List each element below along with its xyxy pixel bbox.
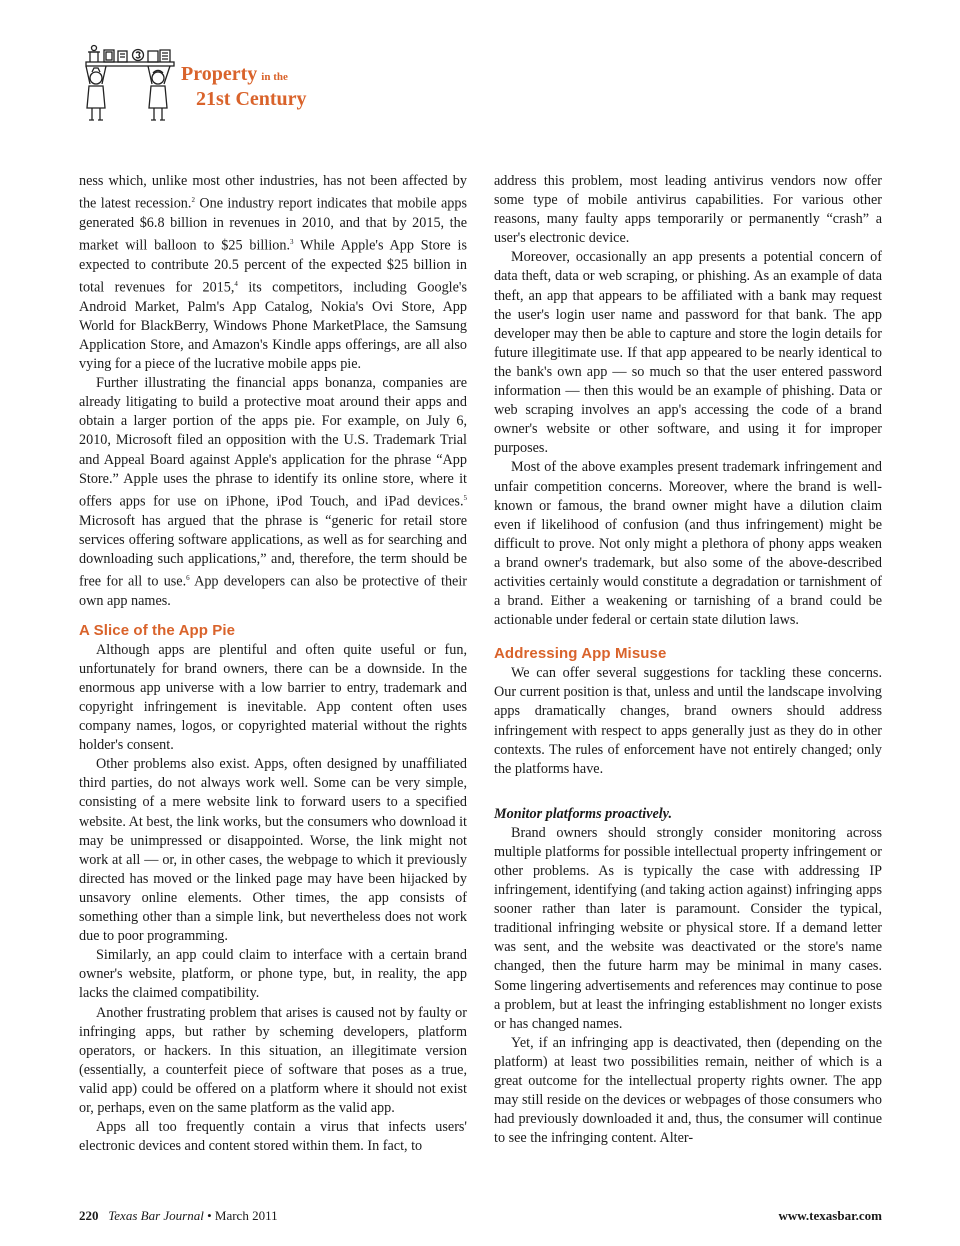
heading-addressing-app-misuse: Addressing App Misuse bbox=[494, 645, 667, 663]
left-p1-text-b: One industry report indicates that mobile apps generated $6.8 billion in revenues in 2010, and that by 2015, the market will balloon to $25 billion. bbox=[79, 195, 467, 254]
footnote-ref-4: 4 bbox=[234, 279, 238, 288]
left-paragraph-2 bbox=[79, 374, 467, 611]
masthead-word-in-the: in the bbox=[261, 71, 288, 83]
heading-slice-of-app-pie: A Slice of the App Pie bbox=[79, 621, 236, 639]
footnote-ref-5: 5 bbox=[463, 493, 467, 502]
issue-date: March 2011 bbox=[214, 1208, 278, 1223]
left-column bbox=[79, 172, 467, 1156]
right-paragraph-2: Moreover, occasionally an app presents a potential concern of data theft, data or web scraping, or phishing. As an example of data theft, an app that appears to be affiliated with a bank may request the user's login user name and password for that bank. The app developer may then be able to capture and store the login details for future illegitimate use. If that app appeared to be nearly identical to the bank's own app — so much so that the user entered password information — then this would be an example of phishing. Data or web scraping involves an app's accessing the code of a brand owner's website or other software, and using it for improper purposes. bbox=[494, 249, 882, 457]
left-p1-text-d: its competitors, including Google's Android Market, Palm's App Catalog, Nokia's Ovi Store, App World for BlackBerry, Windows Phone MarketPlace, the Samsung Application Store, and Amazon's Kindle apps offerings, are all also vying for a piece of the lucrative mobile apps pie. bbox=[79, 279, 467, 373]
footnote-ref-3: 3 bbox=[290, 238, 294, 247]
journal-name: Texas Bar Journal bbox=[108, 1208, 204, 1223]
right-paragraph-5: Brand owners should strongly consider monitoring across multiple platforms for possible intellectual property infringement or other problems. As is typically the case with addressing IP infringement, identifying (and taking action against) infringing apps sooner rather than later is paramount. Consider the typical, traditional infringing website or physical store. If a demand letter was sent, and the website was deactivated or the store's name changed, then the future harm may be minimal in many cases. Some lingering advertisements and references may continue to pose a problem, but at least the infringing establishment no longer exists or has changed names. bbox=[494, 824, 882, 1032]
left-paragraph-1 bbox=[79, 172, 467, 374]
left-p2-text: Further illustrating the financial apps bonanza, companies are already litigating to build a protective moat around their apps and obtain a larger portion of the apps pie. For example, on July 6, 2010, Microsoft filed an opposition with the U.S. Trademark Trial and Appeal Board against Apple's application for the phrase “App Store.” Apple uses the phrase to identify its online store, where it offers apps for use on iPhone, iPod Touch, and iPad devices. bbox=[79, 375, 467, 510]
footer-bullet: • bbox=[207, 1208, 212, 1223]
footnote-ref-6: 6 bbox=[186, 573, 190, 582]
left-p1-text: ness which, unlike most other industries, has not been affected by the latest recession. bbox=[79, 173, 467, 212]
left-p1-text-c: While Apple's App Store is expected to contribute 20.5 percent of the expected $25 billion in total revenues for 2015, bbox=[79, 237, 467, 296]
left-p2-text-b: Microsoft has argued that the phrase is “generic for retail store services offering software applications, as well as for searching and downloading such applications,” and, therefore, the term should be free for all to use. bbox=[79, 512, 467, 590]
footer-url[interactable]: www.texasbar.com bbox=[778, 1208, 882, 1223]
left-paragraph-6: Another frustrating problem that arises is caused not by faulty or infringing apps, but rather by scheming developers, platform operators, or hackers. In this situation, an illegitimate version (essentially, a counterfeit piece of software that poses as a true, valid app) could be offered on a platform where it should not exist or, perhaps, even on the same platform as the valid app. bbox=[79, 1004, 467, 1116]
right-paragraph-1: address this problem, most leading antivirus vendors now offer some type of mobile antivirus capabilities. For various other reasons, many faulty apps temporarily or permanently “crash” a user's electronic device. bbox=[494, 173, 882, 247]
masthead bbox=[78, 44, 378, 124]
page-number: 220 bbox=[79, 1208, 99, 1223]
left-paragraph-7: Apps all too frequently contain a virus that infects users' electronic devices and content stored within them. In fact, to bbox=[79, 1119, 467, 1155]
left-paragraph-5: Similarly, an app could claim to interface with a certain brand owner's website, platform, or phone type, but, in reality, the app lacks the claimed compatibility. bbox=[79, 947, 467, 1002]
right-paragraph-3: Most of the above examples present trademark infringement and unfair competition concerns. Moreover, where the brand is well-known or famous, the brand owner might have a dilution claim even if likelihood of confusion (and thus infringement) might be difficult to prove. Not only might a plethora of phony apps weaken a brand owner's trademark, but also some of the above-described activities certainly would constitute a degradation or tarnishment of a brand. Either a weakening or tarnishing of a brand could be actionable under federal or certain state dilution laws. bbox=[494, 459, 882, 629]
page-footer bbox=[79, 1208, 882, 1226]
masthead-title bbox=[181, 63, 307, 110]
spacer bbox=[494, 779, 882, 793]
spacer bbox=[494, 630, 882, 644]
left-paragraph-4: Other problems also exist. Apps, often designed by unaffiliated third parties, do not always work well. Some can be very simple, consisting of a mere website link to forward users to a specified website. At best, the link works, but the consumers who download it may be unimpressed or disappointed. Worse, the link might not work at all — or, in other cases, the webpage to which it previously directed has moved or the linked page may have been hijacked by unsavory online elements. Other times, the app consists of something other than a simple link, but nevertheless does not work due to poor programming. bbox=[79, 756, 467, 945]
footnote-ref-2: 2 bbox=[191, 196, 195, 205]
right-paragraph-6: Yet, if an infringing app is deactivated, then (depending on the platform) at least two possibilities remain, neither of which is a great outcome for the intellectual property rights owner. The app may still reside on the devices or webpages of those consumers who had previously downloaded it and, thus, the consumer will continue to see the infringing content. Alter- bbox=[494, 1034, 882, 1147]
subheading-monitor-platforms: Monitor platforms proactively. bbox=[494, 805, 672, 822]
right-column bbox=[494, 172, 882, 1148]
masthead-word-property: Property bbox=[181, 63, 258, 85]
right-paragraph-4: We can offer several suggestions for tackling these concerns. Our current position is that, unless and until the landscape involving apps dramatically changes, brand owners should address infringement with respect to apps generally just as they do in other contexts. The rules of enforcement have not entirely changed; only the platforms have. bbox=[494, 665, 882, 777]
masthead-illustration bbox=[78, 44, 178, 124]
left-paragraph-3: Although apps are plentiful and often quite useful or fun, unfortunately for brand owners, there can be a downside. In the enormous app universe with a low barrier to entry, trademark and copyright infringement is inevitable. App content often uses company names, logos, or copyrighted material without the rights holder's consent. bbox=[79, 641, 467, 754]
left-p2-text-c: App developers can also be protective of their own app names. bbox=[79, 573, 468, 609]
masthead-word-century: 21st Century bbox=[196, 88, 307, 110]
